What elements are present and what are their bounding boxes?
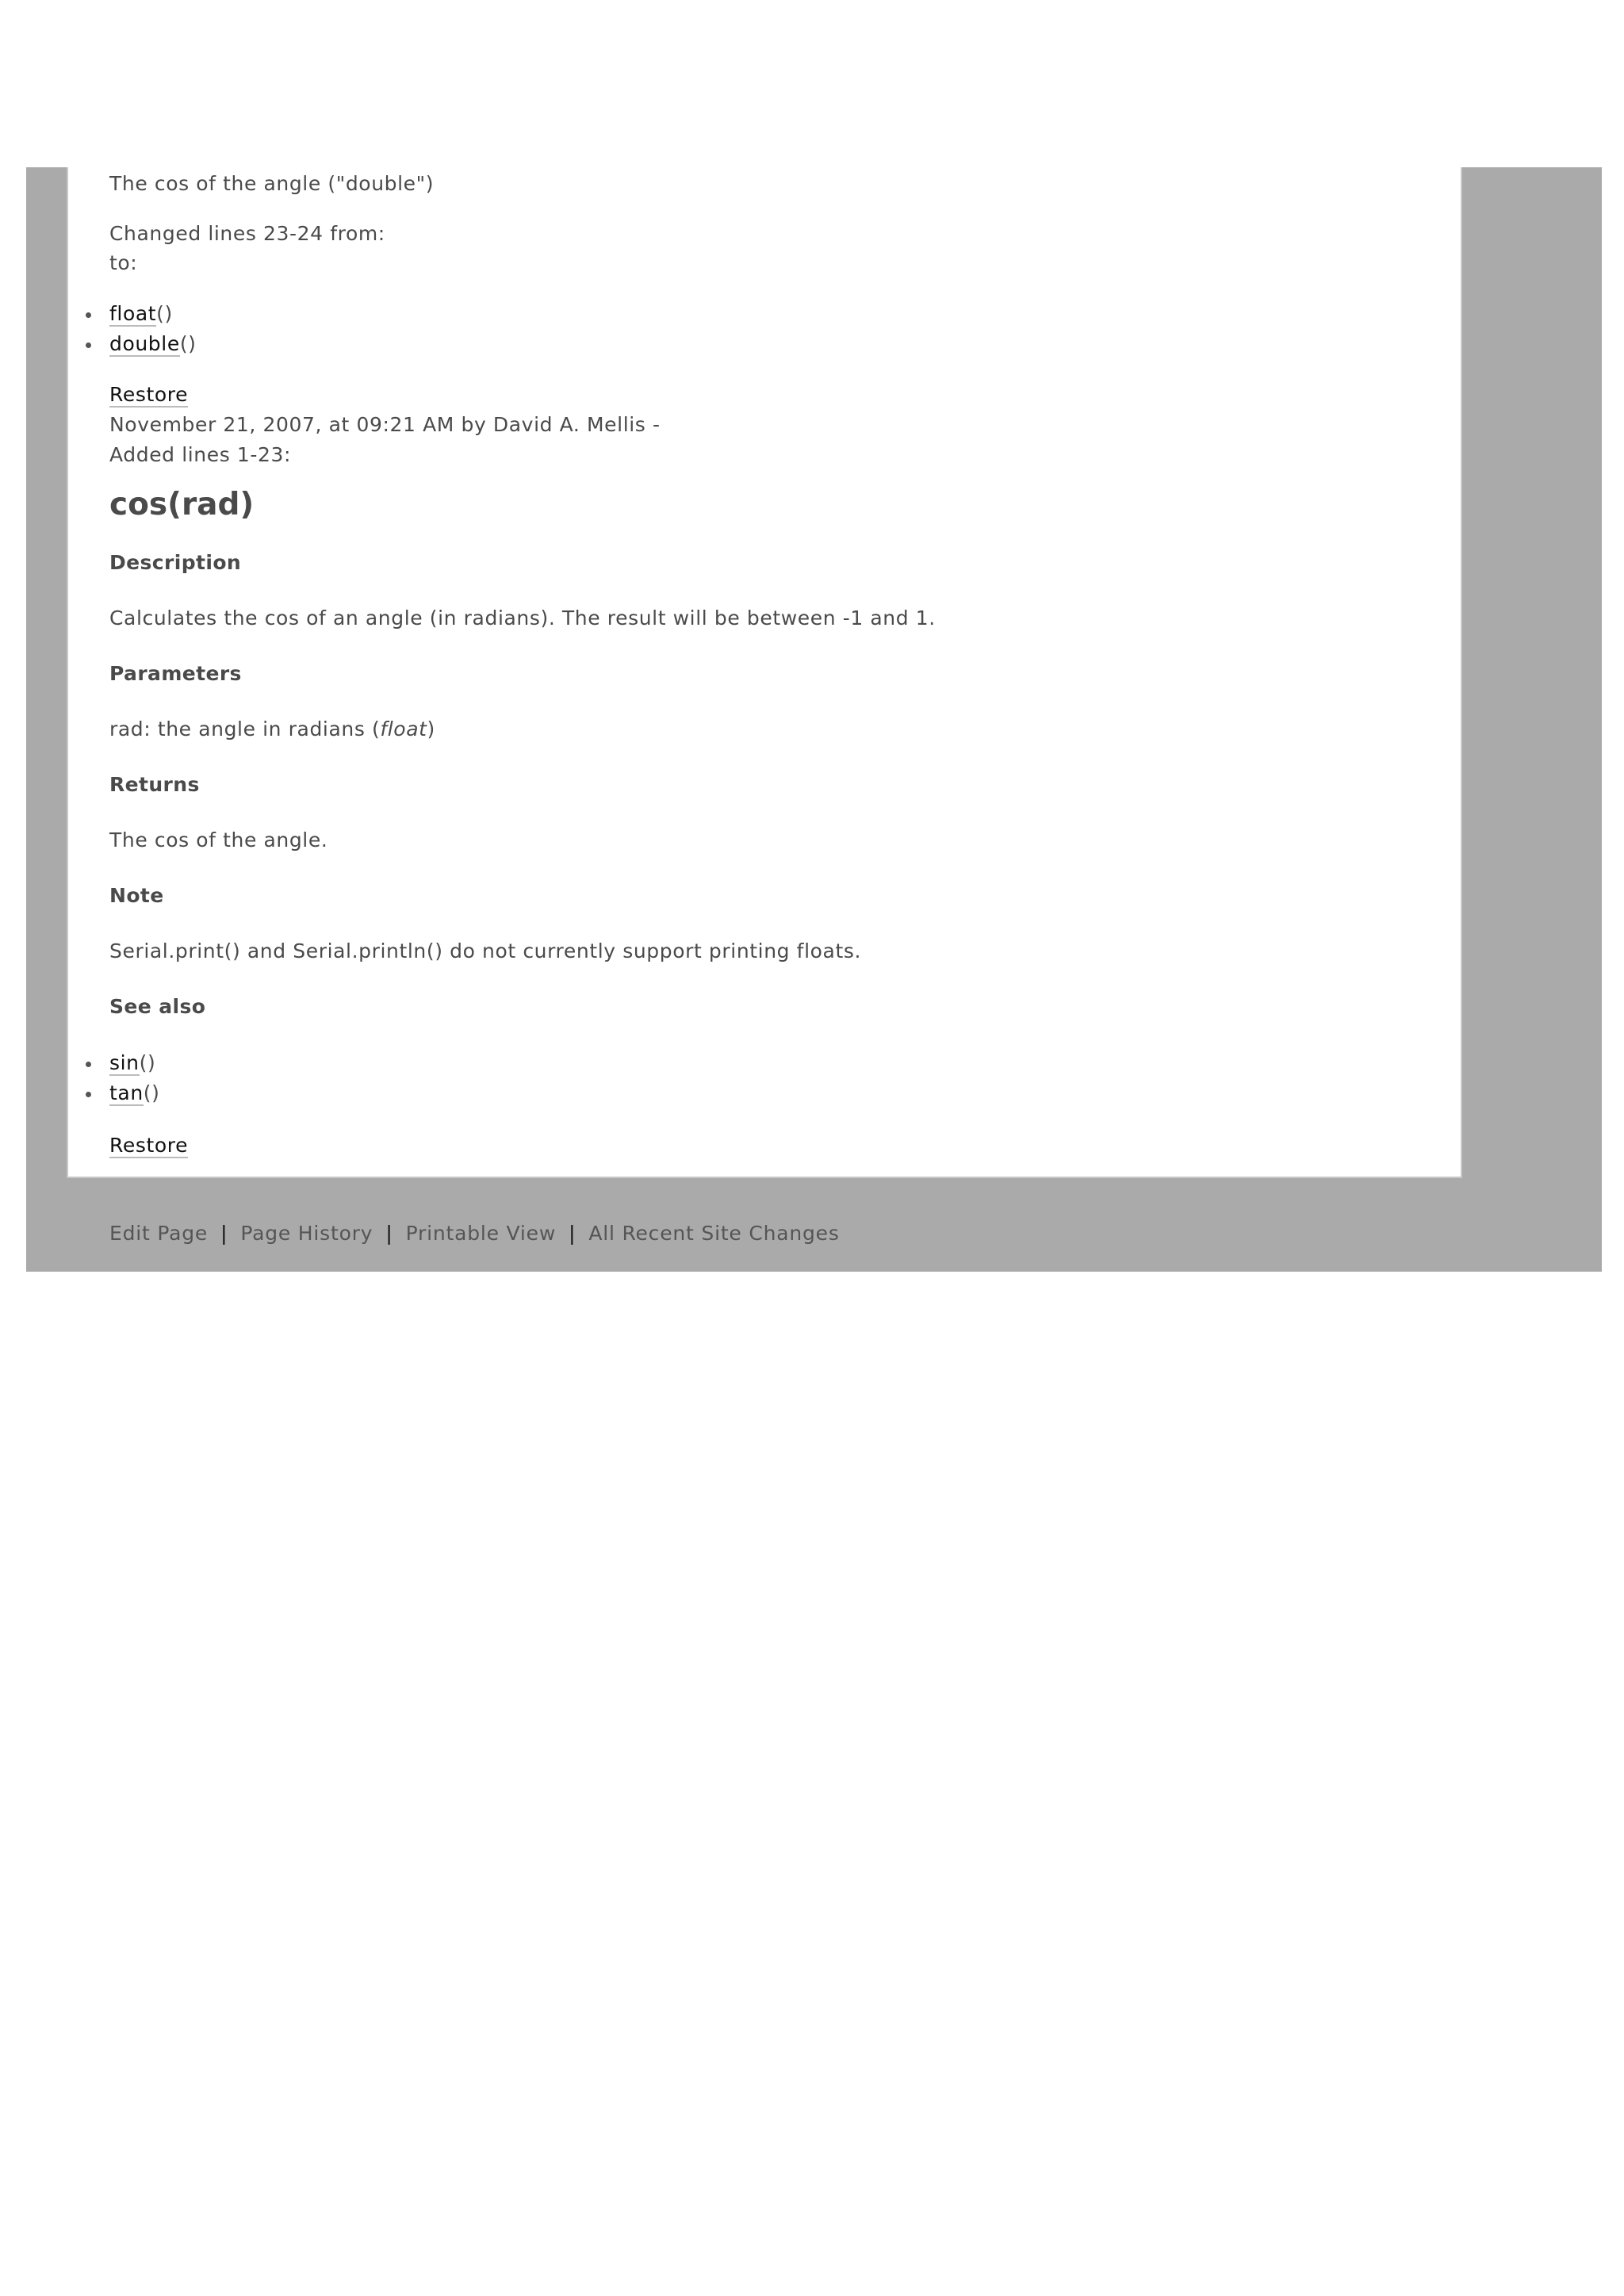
restore-link[interactable]: Restore bbox=[109, 383, 189, 406]
list-item-suffix: () bbox=[156, 302, 173, 325]
param-type: float bbox=[380, 718, 427, 740]
list-item-suffix: () bbox=[139, 1051, 156, 1074]
list-item bbox=[30, 1048, 160, 1078]
content-panel bbox=[67, 167, 1462, 1178]
diff-line-double: The cos of the angle ("double") bbox=[109, 172, 435, 195]
double-link[interactable]: double bbox=[109, 332, 180, 355]
page-frame bbox=[26, 167, 1602, 1272]
param-prefix: rad: the angle in radians ( bbox=[109, 718, 381, 740]
diff-added-lines: Added lines 1-23: bbox=[109, 443, 292, 466]
restore-row-2 bbox=[109, 1131, 188, 1161]
restore-link[interactable]: Restore bbox=[109, 1134, 189, 1157]
edit-page-link[interactable]: Edit Page bbox=[109, 1222, 209, 1245]
diff-type-list bbox=[30, 299, 197, 359]
description-text: Calculates the cos of an angle (in radians). The result will be between -1 and 1. bbox=[109, 607, 936, 629]
restore-row-1 bbox=[109, 380, 188, 410]
revision-meta: November 21, 2007, at 09:21 AM by David A. Mellis - bbox=[109, 413, 661, 436]
recent-changes-link[interactable]: All Recent Site Changes bbox=[588, 1222, 840, 1245]
returns-text: The cos of the angle. bbox=[109, 828, 328, 851]
note-heading: Note bbox=[109, 884, 164, 907]
note-text: Serial.print() and Serial.println() do not currently support printing floats. bbox=[109, 939, 862, 962]
diff-to-label: to: bbox=[109, 251, 138, 274]
list-item-suffix: () bbox=[143, 1081, 160, 1104]
float-link[interactable]: float bbox=[109, 302, 157, 325]
footer-separator: | bbox=[220, 1222, 228, 1245]
list-item bbox=[30, 1078, 160, 1108]
returns-heading: Returns bbox=[109, 773, 200, 796]
list-item bbox=[30, 299, 197, 329]
page-history-link[interactable]: Page History bbox=[240, 1222, 373, 1245]
see-also-list bbox=[30, 1048, 160, 1108]
tan-link[interactable]: tan bbox=[109, 1081, 144, 1104]
footer-separator: | bbox=[569, 1222, 576, 1245]
diff-changed-lines: Changed lines 23-24 from: bbox=[109, 222, 385, 245]
page-title: cos(rad) bbox=[109, 487, 255, 522]
list-item-suffix: () bbox=[179, 332, 197, 355]
printable-view-link[interactable]: Printable View bbox=[405, 1222, 557, 1245]
list-item bbox=[30, 329, 197, 359]
sin-link[interactable]: sin bbox=[109, 1051, 140, 1074]
footer-separator: | bbox=[385, 1222, 393, 1245]
param-suffix: ) bbox=[427, 718, 435, 740]
description-heading: Description bbox=[109, 551, 242, 574]
parameters-heading: Parameters bbox=[109, 662, 242, 685]
footer-links bbox=[109, 1222, 840, 1245]
parameter-text bbox=[109, 714, 435, 744]
see-also-heading: See also bbox=[109, 995, 206, 1018]
